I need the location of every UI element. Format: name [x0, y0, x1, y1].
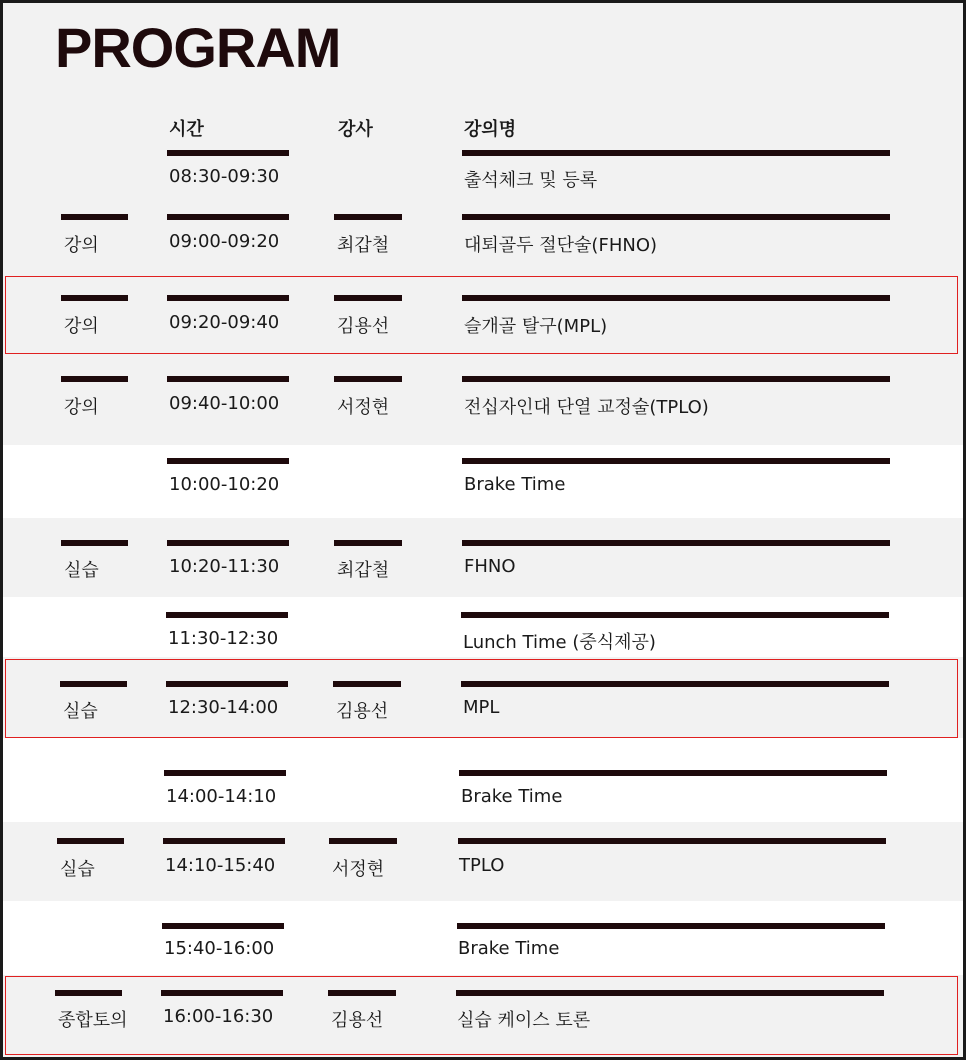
- header-lecture: 강의명: [464, 119, 517, 140]
- divider-bar: [57, 838, 124, 844]
- session-title: Brake Time: [464, 474, 566, 495]
- session-title: 슬개골 탈구(MPL): [464, 316, 608, 337]
- divider-bar: [164, 770, 286, 776]
- session-title: FHNO: [464, 556, 516, 577]
- divider-bar: [461, 681, 889, 687]
- divider-bar: [167, 458, 289, 464]
- session-title: 출석체크 및 등록: [464, 170, 598, 191]
- divider-bar: [333, 681, 401, 687]
- session-lecturer: 서정현: [337, 397, 390, 418]
- session-lecturer: 최갑철: [337, 235, 390, 256]
- divider-bar: [61, 214, 128, 220]
- session-type: 종합토의: [58, 1010, 128, 1031]
- divider-bar: [458, 838, 886, 844]
- divider-bar: [167, 376, 289, 382]
- divider-bar: [456, 990, 884, 996]
- divider-bar: [457, 923, 885, 929]
- divider-bar: [60, 681, 127, 687]
- session-time: 16:00-16:30: [163, 1006, 274, 1027]
- divider-bar: [328, 990, 396, 996]
- page-title: PROGRAM: [55, 16, 341, 79]
- divider-bar: [334, 376, 402, 382]
- session-type: 실습: [60, 859, 95, 880]
- divider-bar: [334, 295, 402, 301]
- session-title: Brake Time: [461, 786, 563, 807]
- divider-bar: [61, 540, 128, 546]
- header-lecturer: 강사: [338, 119, 373, 140]
- session-time: 11:30-12:30: [168, 628, 279, 649]
- session-time: 10:00-10:20: [169, 474, 280, 495]
- session-lecturer: 김용선: [331, 1010, 384, 1031]
- row-band: [3, 738, 963, 822]
- session-title: Lunch Time (중식제공): [463, 632, 656, 653]
- session-time: 12:30-14:00: [168, 697, 279, 718]
- divider-bar: [167, 295, 289, 301]
- divider-bar: [462, 540, 890, 546]
- divider-bar: [167, 214, 289, 220]
- divider-bar: [166, 612, 288, 618]
- divider-bar: [462, 150, 890, 156]
- session-time: 14:00-14:10: [166, 786, 277, 807]
- divider-bar: [329, 838, 397, 844]
- session-title: 전십자인대 단열 교정술(TPLO): [464, 397, 709, 418]
- divider-bar: [167, 540, 289, 546]
- session-title: TPLO: [459, 855, 505, 876]
- divider-bar: [461, 612, 889, 618]
- session-time: 14:10-15:40: [165, 855, 276, 876]
- session-title: 실습 케이스 토론: [457, 1010, 591, 1031]
- session-lecturer: 김용선: [337, 316, 390, 337]
- divider-bar: [462, 458, 890, 464]
- session-time: 09:40-10:00: [169, 393, 280, 414]
- session-lecturer: 최갑철: [337, 560, 390, 581]
- divider-bar: [55, 990, 122, 996]
- program-panel: [3, 3, 963, 1057]
- session-title: 대퇴골두 절단술(FHNO): [464, 235, 658, 256]
- divider-bar: [462, 214, 890, 220]
- divider-bar: [459, 770, 887, 776]
- session-type: 강의: [64, 235, 99, 256]
- divider-bar: [166, 681, 288, 687]
- session-time: 10:20-11:30: [169, 556, 280, 577]
- divider-bar: [163, 838, 285, 844]
- divider-bar: [462, 376, 890, 382]
- session-title: Brake Time: [458, 938, 560, 959]
- session-time: 09:20-09:40: [169, 312, 280, 333]
- divider-bar: [61, 295, 128, 301]
- session-time: 08:30-09:30: [169, 166, 280, 187]
- divider-bar: [167, 150, 289, 156]
- session-lecturer: 김용선: [336, 701, 389, 722]
- divider-bar: [162, 923, 284, 929]
- session-time: 09:00-09:20: [169, 231, 280, 252]
- session-type: 강의: [64, 397, 99, 418]
- divider-bar: [334, 214, 402, 220]
- divider-bar: [462, 295, 890, 301]
- divider-bar: [161, 990, 283, 996]
- header-time: 시간: [169, 119, 204, 140]
- session-type: 실습: [63, 701, 98, 722]
- session-type: 실습: [64, 560, 99, 581]
- divider-bar: [61, 376, 128, 382]
- session-time: 15:40-16:00: [164, 938, 275, 959]
- divider-bar: [334, 540, 402, 546]
- session-title: MPL: [463, 697, 500, 718]
- session-type: 강의: [64, 316, 99, 337]
- session-lecturer: 서정현: [332, 859, 385, 880]
